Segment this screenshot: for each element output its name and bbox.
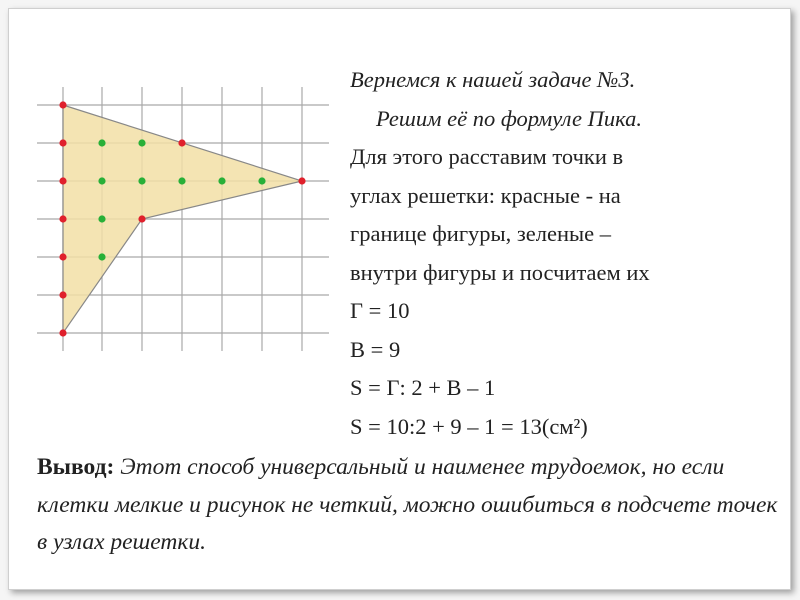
boundary-point (59, 291, 66, 298)
pick-formula: S = Г: 2 + В – 1 (350, 375, 496, 400)
interior-point (98, 253, 105, 260)
interior-point (98, 139, 105, 146)
area-calculation: S = 10:2 + 9 – 1 = 13(см²) (350, 413, 588, 439)
boundary-point (59, 139, 66, 146)
interior-point (178, 177, 185, 184)
pick-figure (31, 79, 336, 354)
conclusion-text: Этот способ универсальный и наименее трудоемок, но если клетки мелкие и рисунок не четкий, можно ошибиться в подсчете точек в узлах решетки. (37, 454, 778, 555)
boundary-point (59, 253, 66, 260)
interior-point (98, 177, 105, 184)
interior-point (138, 177, 145, 184)
slide (8, 8, 791, 590)
interior-point (138, 139, 145, 146)
heading-line-1: Вернемся к нашей задаче №3. (350, 67, 636, 92)
boundary-point (59, 215, 66, 222)
boundary-point (59, 177, 66, 184)
boundary-count: Г = 10 (350, 298, 410, 323)
explanation-text (350, 61, 790, 446)
heading-line-2: Решим её по формуле Пика. (376, 105, 642, 131)
body-line: внутри фигуры и посчитаем их (350, 259, 650, 285)
boundary-point (59, 329, 66, 336)
interior-point (258, 177, 265, 184)
interior-count: В = 9 (350, 336, 401, 362)
boundary-point (178, 139, 185, 146)
interior-point (98, 215, 105, 222)
conclusion-label: Вывод: (37, 454, 115, 480)
body-line: углах решетки: красные - на (350, 182, 621, 208)
body-line: Для этого расставим точки в (350, 144, 624, 169)
boundary-point (59, 101, 66, 108)
boundary-point (298, 177, 305, 184)
boundary-point (138, 215, 145, 222)
body-line: границе фигуры, зеленые – (350, 221, 612, 246)
interior-point (218, 177, 225, 184)
conclusion (37, 449, 782, 562)
